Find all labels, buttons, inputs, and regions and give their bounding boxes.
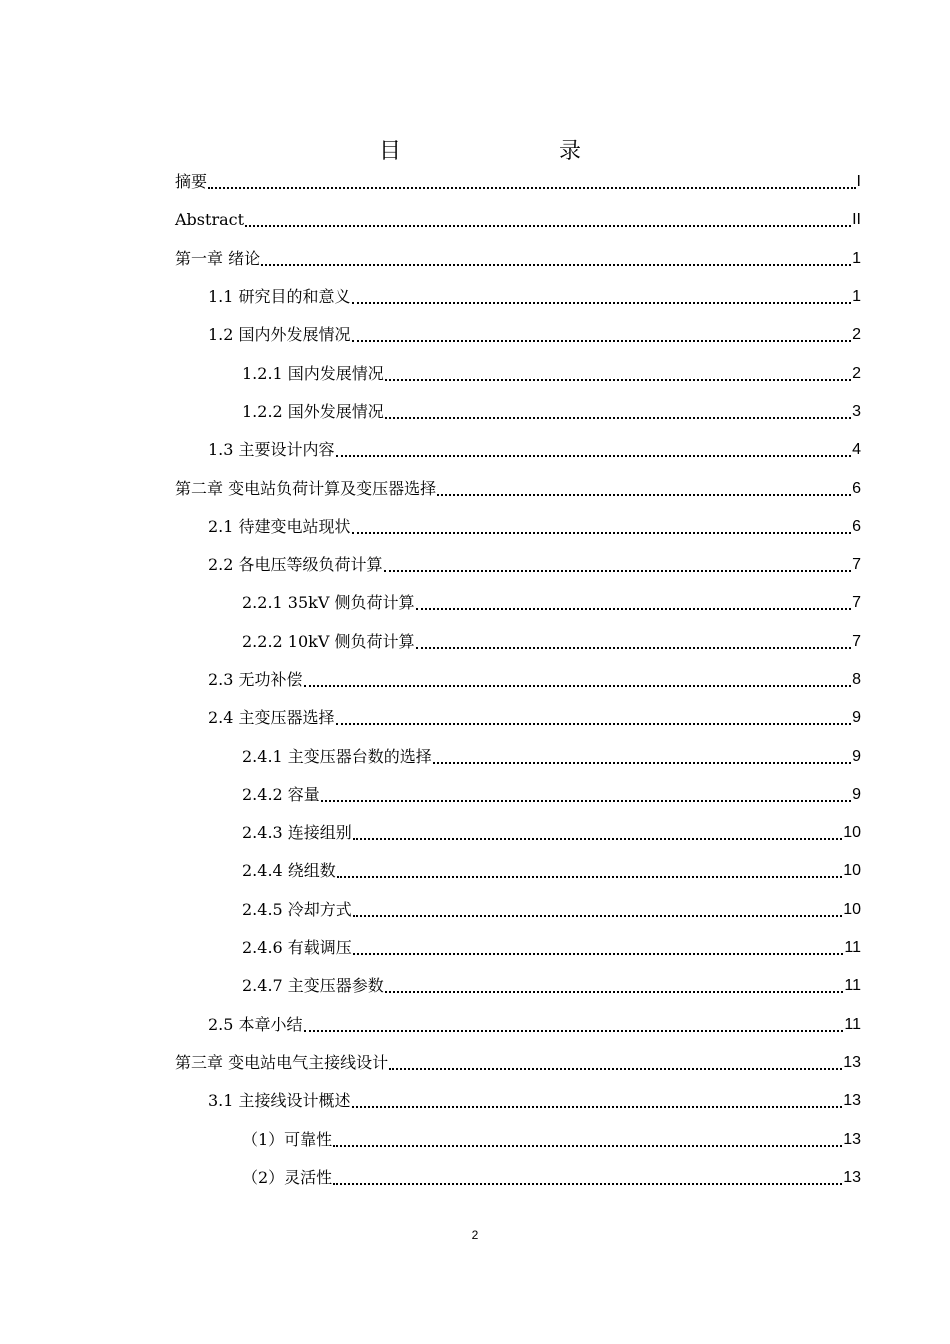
toc-entry-page: 10 <box>843 900 861 918</box>
toc-entry-page: 13 <box>843 1053 861 1071</box>
toc-dot-leader <box>433 762 851 764</box>
toc-entry-label: 2.5 本章小结 <box>208 1014 303 1034</box>
toc-entry[interactable] <box>175 814 861 852</box>
toc-entry-label: 2.2 各电压等级负荷计算 <box>208 555 383 575</box>
toc-entry-label: 2.2.1 35kV 侧负荷计算 <box>242 593 415 613</box>
toc-entry-page: 8 <box>852 671 861 688</box>
toc-entry-page: 10 <box>843 824 861 842</box>
toc-entry[interactable] <box>175 393 861 431</box>
toc-dot-leader <box>336 723 852 725</box>
toc-entry[interactable] <box>175 1006 861 1044</box>
toc-dot-leader <box>333 1145 842 1147</box>
toc-entry-page: 9 <box>852 785 861 803</box>
toc-entry[interactable] <box>175 354 861 392</box>
toc-entry-label: 2.4.7 主变压器参数 <box>242 976 384 996</box>
toc-entry-page: 6 <box>852 479 861 497</box>
toc-entry-page: 3 <box>852 402 861 420</box>
toc-entry-page: 2 <box>852 364 861 382</box>
toc-entry-label: 3.1 主接线设计概述 <box>208 1091 351 1111</box>
toc-entry-label: 2.4.2 容量 <box>242 784 320 804</box>
toc-entry[interactable] <box>175 1120 861 1158</box>
toc-entry-page: 2 <box>852 326 861 344</box>
toc-entry-page: 11 <box>844 977 861 995</box>
toc-entry[interactable] <box>175 201 861 239</box>
toc-dot-leader <box>352 302 852 304</box>
toc-entry-label: 第三章 变电站电气主接线设计 <box>175 1052 389 1072</box>
toc-entry-label: 2.4 主变压器选择 <box>208 708 335 728</box>
toc-entry[interactable] <box>175 508 861 546</box>
toc-dot-leader <box>352 532 852 534</box>
toc-dot-leader <box>385 379 851 381</box>
toc-entry-label: Abstract <box>175 210 245 230</box>
toc-entry[interactable] <box>175 929 861 967</box>
toc-entry[interactable] <box>175 278 861 316</box>
toc-entry[interactable] <box>175 546 861 584</box>
toc-entry-page: II <box>852 211 861 229</box>
toc-dot-leader <box>304 1030 844 1032</box>
toc-entry-label: 2.4.3 连接组别 <box>242 823 352 843</box>
toc-entry-page: I <box>856 173 861 191</box>
toc-entry-label: 第一章 绪论 <box>175 248 261 268</box>
toc-entry-page: 9 <box>852 709 861 727</box>
toc-entry-page: 7 <box>852 556 861 574</box>
toc-entry[interactable] <box>175 1044 861 1082</box>
toc-entry-label: （1）可靠性 <box>242 1129 333 1149</box>
toc-dot-leader <box>333 1183 842 1185</box>
toc-entry-page: 13 <box>843 1168 861 1186</box>
toc-entry-page: 13 <box>843 1130 861 1148</box>
toc-entry[interactable] <box>175 737 861 775</box>
toc-entry[interactable] <box>175 431 861 469</box>
toc-entry[interactable] <box>175 661 861 699</box>
toc-title: 目 录 <box>378 139 619 164</box>
toc-entry-label: 2.4.1 主变压器台数的选择 <box>242 746 432 766</box>
toc-entry-page: 13 <box>843 1092 861 1110</box>
toc-entry-page: 11 <box>844 939 861 957</box>
toc-entry-page: 4 <box>852 441 861 459</box>
toc-entry[interactable] <box>175 852 861 890</box>
toc-entry-page: 9 <box>852 747 861 765</box>
toc-entry[interactable] <box>175 1159 861 1197</box>
toc-entry-label: 1.3 主要设计内容 <box>208 440 335 460</box>
toc-dot-leader <box>416 647 852 649</box>
toc-entry-label: 1.2.1 国内发展情况 <box>242 363 384 383</box>
toc-dot-leader <box>389 1068 842 1070</box>
toc-entry-label: 2.2.2 10kV 侧负荷计算 <box>242 631 415 651</box>
page-number: 2 <box>471 1228 479 1242</box>
toc-entry[interactable] <box>175 584 861 622</box>
toc-dot-leader <box>353 838 842 840</box>
toc-entry-label: 2.1 待建变电站现状 <box>208 516 351 536</box>
toc-entry[interactable] <box>175 967 861 1005</box>
table-of-contents <box>175 163 861 1197</box>
toc-entry-label: 2.4.5 冷却方式 <box>242 899 352 919</box>
toc-dot-leader <box>353 953 844 955</box>
toc-dot-leader <box>304 685 852 687</box>
toc-entry-page: 7 <box>852 594 861 612</box>
toc-dot-leader <box>336 455 852 457</box>
toc-entry-label: （2）灵活性 <box>242 1167 333 1187</box>
toc-entry-label: 2.4.4 绕组数 <box>242 861 336 881</box>
toc-dot-leader <box>416 608 852 610</box>
toc-dot-leader <box>385 991 844 993</box>
toc-dot-leader <box>321 800 851 802</box>
toc-dot-leader <box>245 225 851 227</box>
toc-dot-leader <box>337 876 842 878</box>
toc-entry[interactable] <box>175 469 861 507</box>
toc-entry[interactable] <box>175 163 861 201</box>
toc-entry-page: 1 <box>852 249 861 267</box>
toc-dot-leader <box>208 187 856 189</box>
toc-entry[interactable] <box>175 623 861 661</box>
toc-entry-label: 第二章 变电站负荷计算及变压器选择 <box>175 478 437 498</box>
toc-dot-leader <box>352 340 852 342</box>
toc-entry-label: 1.1 研究目的和意义 <box>208 287 351 307</box>
toc-entry[interactable] <box>175 240 861 278</box>
toc-entry[interactable] <box>175 1082 861 1120</box>
toc-entry-label: 2.4.6 有载调压 <box>242 938 352 958</box>
toc-entry-label: 1.2.2 国外发展情况 <box>242 401 384 421</box>
toc-dot-leader <box>353 915 842 917</box>
toc-entry-page: 10 <box>843 862 861 880</box>
toc-entry[interactable] <box>175 699 861 737</box>
toc-dot-leader <box>384 570 852 572</box>
toc-dot-leader <box>385 417 851 419</box>
toc-entry[interactable] <box>175 891 861 929</box>
toc-dot-leader <box>437 494 851 496</box>
toc-dot-leader <box>261 264 851 266</box>
toc-entry-page: 11 <box>844 1015 861 1033</box>
toc-entry-page: 6 <box>852 517 861 535</box>
toc-entry-label: 2.3 无功补偿 <box>208 670 303 689</box>
toc-entry-label: 摘要 <box>175 172 208 192</box>
toc-entry[interactable] <box>175 776 861 814</box>
toc-entry-page: 1 <box>852 288 861 306</box>
toc-entry-label: 1.2 国内外发展情况 <box>208 325 351 345</box>
toc-entry[interactable] <box>175 316 861 354</box>
toc-dot-leader <box>352 1106 843 1108</box>
toc-entry-page: 7 <box>852 632 861 650</box>
